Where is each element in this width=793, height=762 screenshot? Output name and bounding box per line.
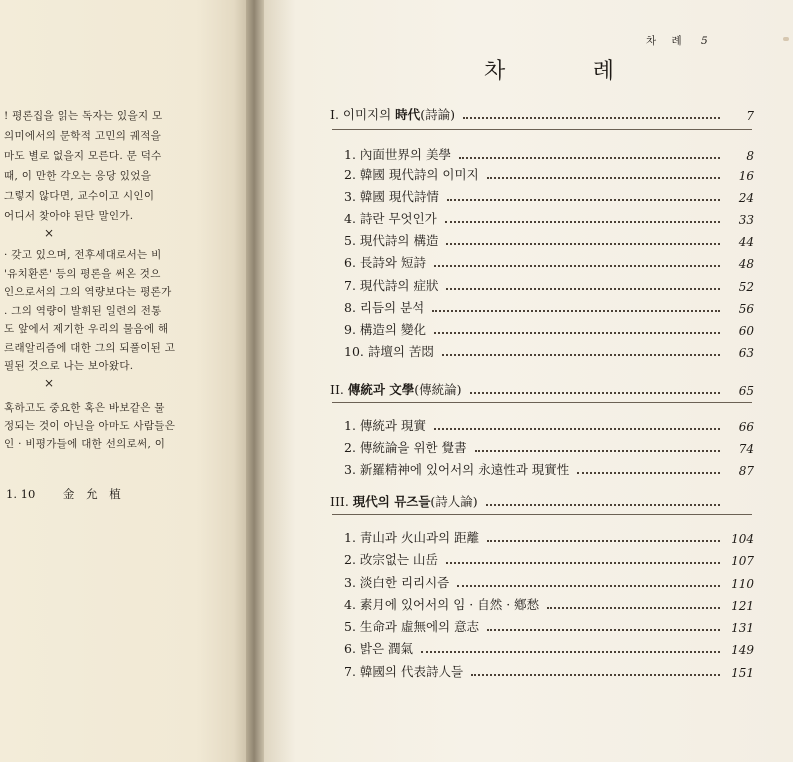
toc-entry: [344, 185, 754, 205]
toc-entry-title: 1. 內面世界의 美學: [344, 147, 451, 162]
page-number: 149: [731, 643, 754, 657]
right-page: [264, 0, 793, 762]
part-subtitle: (詩人論): [430, 494, 478, 509]
toc-entry-title: 2. 傳統論을 위한 覺書: [344, 440, 467, 455]
leader-dots: [577, 471, 720, 474]
toc-entry: [344, 571, 754, 591]
page-number: 16: [738, 169, 754, 183]
toc-entry-title: 7. 現代詩의 症狀: [344, 278, 439, 293]
toc-entry-title: 3. 新羅精神에 있어서의 永遠性과 現實性: [344, 462, 570, 477]
toc-entry-title: 3. 淡白한 리리시즘: [344, 575, 450, 590]
leader-dots: [446, 287, 720, 290]
author-name: 金 允 植: [62, 487, 125, 501]
stain-mark: [783, 37, 789, 41]
divider: [332, 129, 752, 130]
toc-entry-title: 1. 傳統과 現實: [344, 418, 426, 433]
toc-entry-title: 3. 韓國 現代詩情: [344, 189, 439, 204]
text-line: 인으로서의 그의 역량보다는 평론가: [4, 286, 172, 298]
leader-dots: [446, 242, 720, 245]
toc-part-heading: [330, 378, 754, 398]
page-number: 87: [738, 464, 754, 478]
toc-part-heading: [330, 490, 754, 510]
part-title-main: 時代: [395, 107, 421, 122]
text-line: 필된 것으로 나는 보아왔다.: [4, 360, 134, 372]
part-number: II.: [330, 382, 348, 397]
page-number: 66: [738, 420, 754, 434]
text-line: 어디서 찾아야 된단 말인가.: [4, 210, 134, 222]
divider: [332, 514, 752, 515]
part-number: III.: [330, 494, 353, 509]
page-number: 56: [738, 302, 754, 316]
leader-dots: [487, 539, 720, 542]
toc-entry: [344, 526, 754, 546]
signature-line: [6, 486, 125, 502]
toc-entry-title: 6. 밝은 潤氣: [344, 641, 414, 656]
text-line: 마도 별로 없을지 모른다. 문 덕수: [4, 150, 162, 162]
toc-entry: [344, 436, 754, 456]
toc-entry: [344, 340, 754, 360]
part-subtitle: (傳統論): [414, 382, 462, 397]
toc-entry: [344, 251, 754, 271]
text-line: 인 · 비평가들에 대한 선의로써, 이: [4, 438, 166, 450]
toc-entry-title: 2. 韓國 現代詩의 이미지: [344, 167, 479, 182]
toc-entry: [344, 615, 754, 635]
text-line: 르래알리즘에 대한 그의 되풀이된 고: [4, 341, 176, 354]
toc-entry-title: 2. 改宗없는 山岳: [344, 552, 439, 567]
page-number: 24: [738, 191, 754, 205]
leader-dots: [421, 650, 720, 653]
page-number: 60: [738, 324, 754, 338]
page-number: 65: [738, 384, 754, 398]
toc-entry-title: 1. 靑山과 火山과의 距離: [344, 530, 480, 545]
leader-dots: [463, 116, 720, 119]
section-separator: ×: [44, 376, 55, 390]
toc-entry-title: 9. 構造의 變化: [344, 322, 426, 337]
page-number: 63: [738, 346, 754, 360]
text-line: · 갖고 있으며, 전후세대로서는 비: [4, 249, 162, 261]
page-number: 121: [731, 599, 754, 613]
text-line: . 그의 역량이 발휘된 일련의 전통: [4, 304, 162, 317]
page-number: 131: [731, 621, 754, 635]
toc-entry: [344, 548, 754, 568]
page-title-left: 차: [484, 59, 506, 84]
toc-entry-title: 5. 生命과 虛無에의 意志: [344, 619, 480, 634]
text-line: 혹하고도 중요한 혹은 바보같은 물: [4, 402, 165, 414]
page-number: 48: [738, 257, 754, 271]
section-separator: ×: [44, 226, 55, 240]
leader-dots: [434, 427, 720, 430]
leader-dots: [457, 584, 720, 587]
divider: [332, 402, 752, 403]
leader-dots: [442, 353, 720, 356]
leader-dots: [487, 176, 720, 179]
toc-entry-title: 7. 韓國의 代表詩人들: [344, 664, 464, 679]
part-title: [330, 492, 478, 510]
page-number: 74: [738, 442, 754, 456]
page-title: [484, 54, 614, 85]
page-number: 104: [731, 532, 754, 546]
running-header: [646, 33, 708, 48]
leader-dots: [471, 673, 720, 676]
book-gutter: [246, 0, 264, 762]
date: 1. 10: [6, 487, 36, 501]
text-line: '유치환론' 등의 평론을 써온 것으: [4, 267, 161, 280]
toc-entry-title: 6. 長詩와 短詩: [344, 255, 426, 270]
text-line: 도 앞에서 제기한 우리의 물음에 해: [4, 323, 169, 335]
toc-part-heading: [330, 103, 754, 123]
text-line: 그렇지 않다면, 교수이고 시인이: [4, 190, 155, 202]
toc-entry: [344, 229, 754, 249]
part-title-main: 傳統과 文學: [347, 382, 415, 397]
running-head-title: 차 례: [646, 35, 688, 47]
toc-entry-title: 8. 리듬의 분석: [344, 300, 425, 315]
page-title-right: 례: [592, 59, 614, 84]
toc-entry: [344, 318, 754, 338]
leader-dots: [475, 449, 720, 452]
part-title: [330, 105, 455, 123]
toc-entry: [344, 637, 754, 657]
leader-dots: [470, 391, 720, 394]
page-number: 44: [738, 235, 754, 249]
left-page: [0, 0, 246, 762]
leader-dots: [434, 331, 720, 334]
toc-entry: [344, 593, 754, 613]
leader-dots: [547, 606, 720, 609]
part-number: I. 이미지의: [330, 107, 396, 122]
page-number: 7: [746, 109, 754, 123]
leader-dots: [432, 309, 720, 312]
leader-dots: [447, 198, 720, 201]
toc-entry: [344, 458, 754, 478]
part-title: [330, 380, 462, 398]
toc-entry: [344, 660, 754, 680]
page-number: 107: [731, 554, 754, 568]
toc-entry: [344, 274, 754, 294]
page-number: 5: [700, 35, 708, 47]
toc-entry: [344, 207, 754, 227]
toc-entry-title: 5. 現代詩의 構造: [344, 233, 439, 248]
toc-entry-title: 4. 詩란 무엇인가: [344, 211, 437, 226]
text-line: 때, 이 만한 각오는 응당 있었을: [4, 170, 152, 182]
leader-dots: [487, 628, 720, 631]
part-title-main: 現代의 뮤즈들: [352, 494, 431, 509]
page-number: 8: [746, 149, 754, 163]
leader-dots: [434, 264, 720, 267]
page-number: 110: [731, 577, 754, 591]
toc-entry: [344, 296, 754, 316]
toc-entry-title: 10. 詩壇의 苦悶: [344, 344, 434, 359]
leader-dots: [446, 561, 720, 564]
toc-entry: [344, 414, 754, 434]
leader-dots: [459, 156, 720, 159]
leader-dots: [445, 220, 720, 223]
text-line: 의미에서의 문학적 고민의 궤적을: [4, 130, 162, 142]
text-line: ! 평론집을 읽는 독자는 있을지 모: [4, 110, 163, 122]
text-line: 정되는 것이 아닌을 아마도 사람들은: [4, 420, 176, 432]
toc-entry: [344, 163, 754, 183]
page-number: 33: [738, 213, 754, 227]
page-number: 52: [738, 280, 754, 294]
page-number: 151: [731, 666, 754, 680]
leader-dots: [486, 503, 720, 506]
part-subtitle: (詩論): [420, 107, 455, 122]
toc-entry-title: 4. 素月에 있어서의 임 · 自然 · 鄕愁: [344, 597, 540, 612]
toc-entry: [344, 143, 754, 163]
